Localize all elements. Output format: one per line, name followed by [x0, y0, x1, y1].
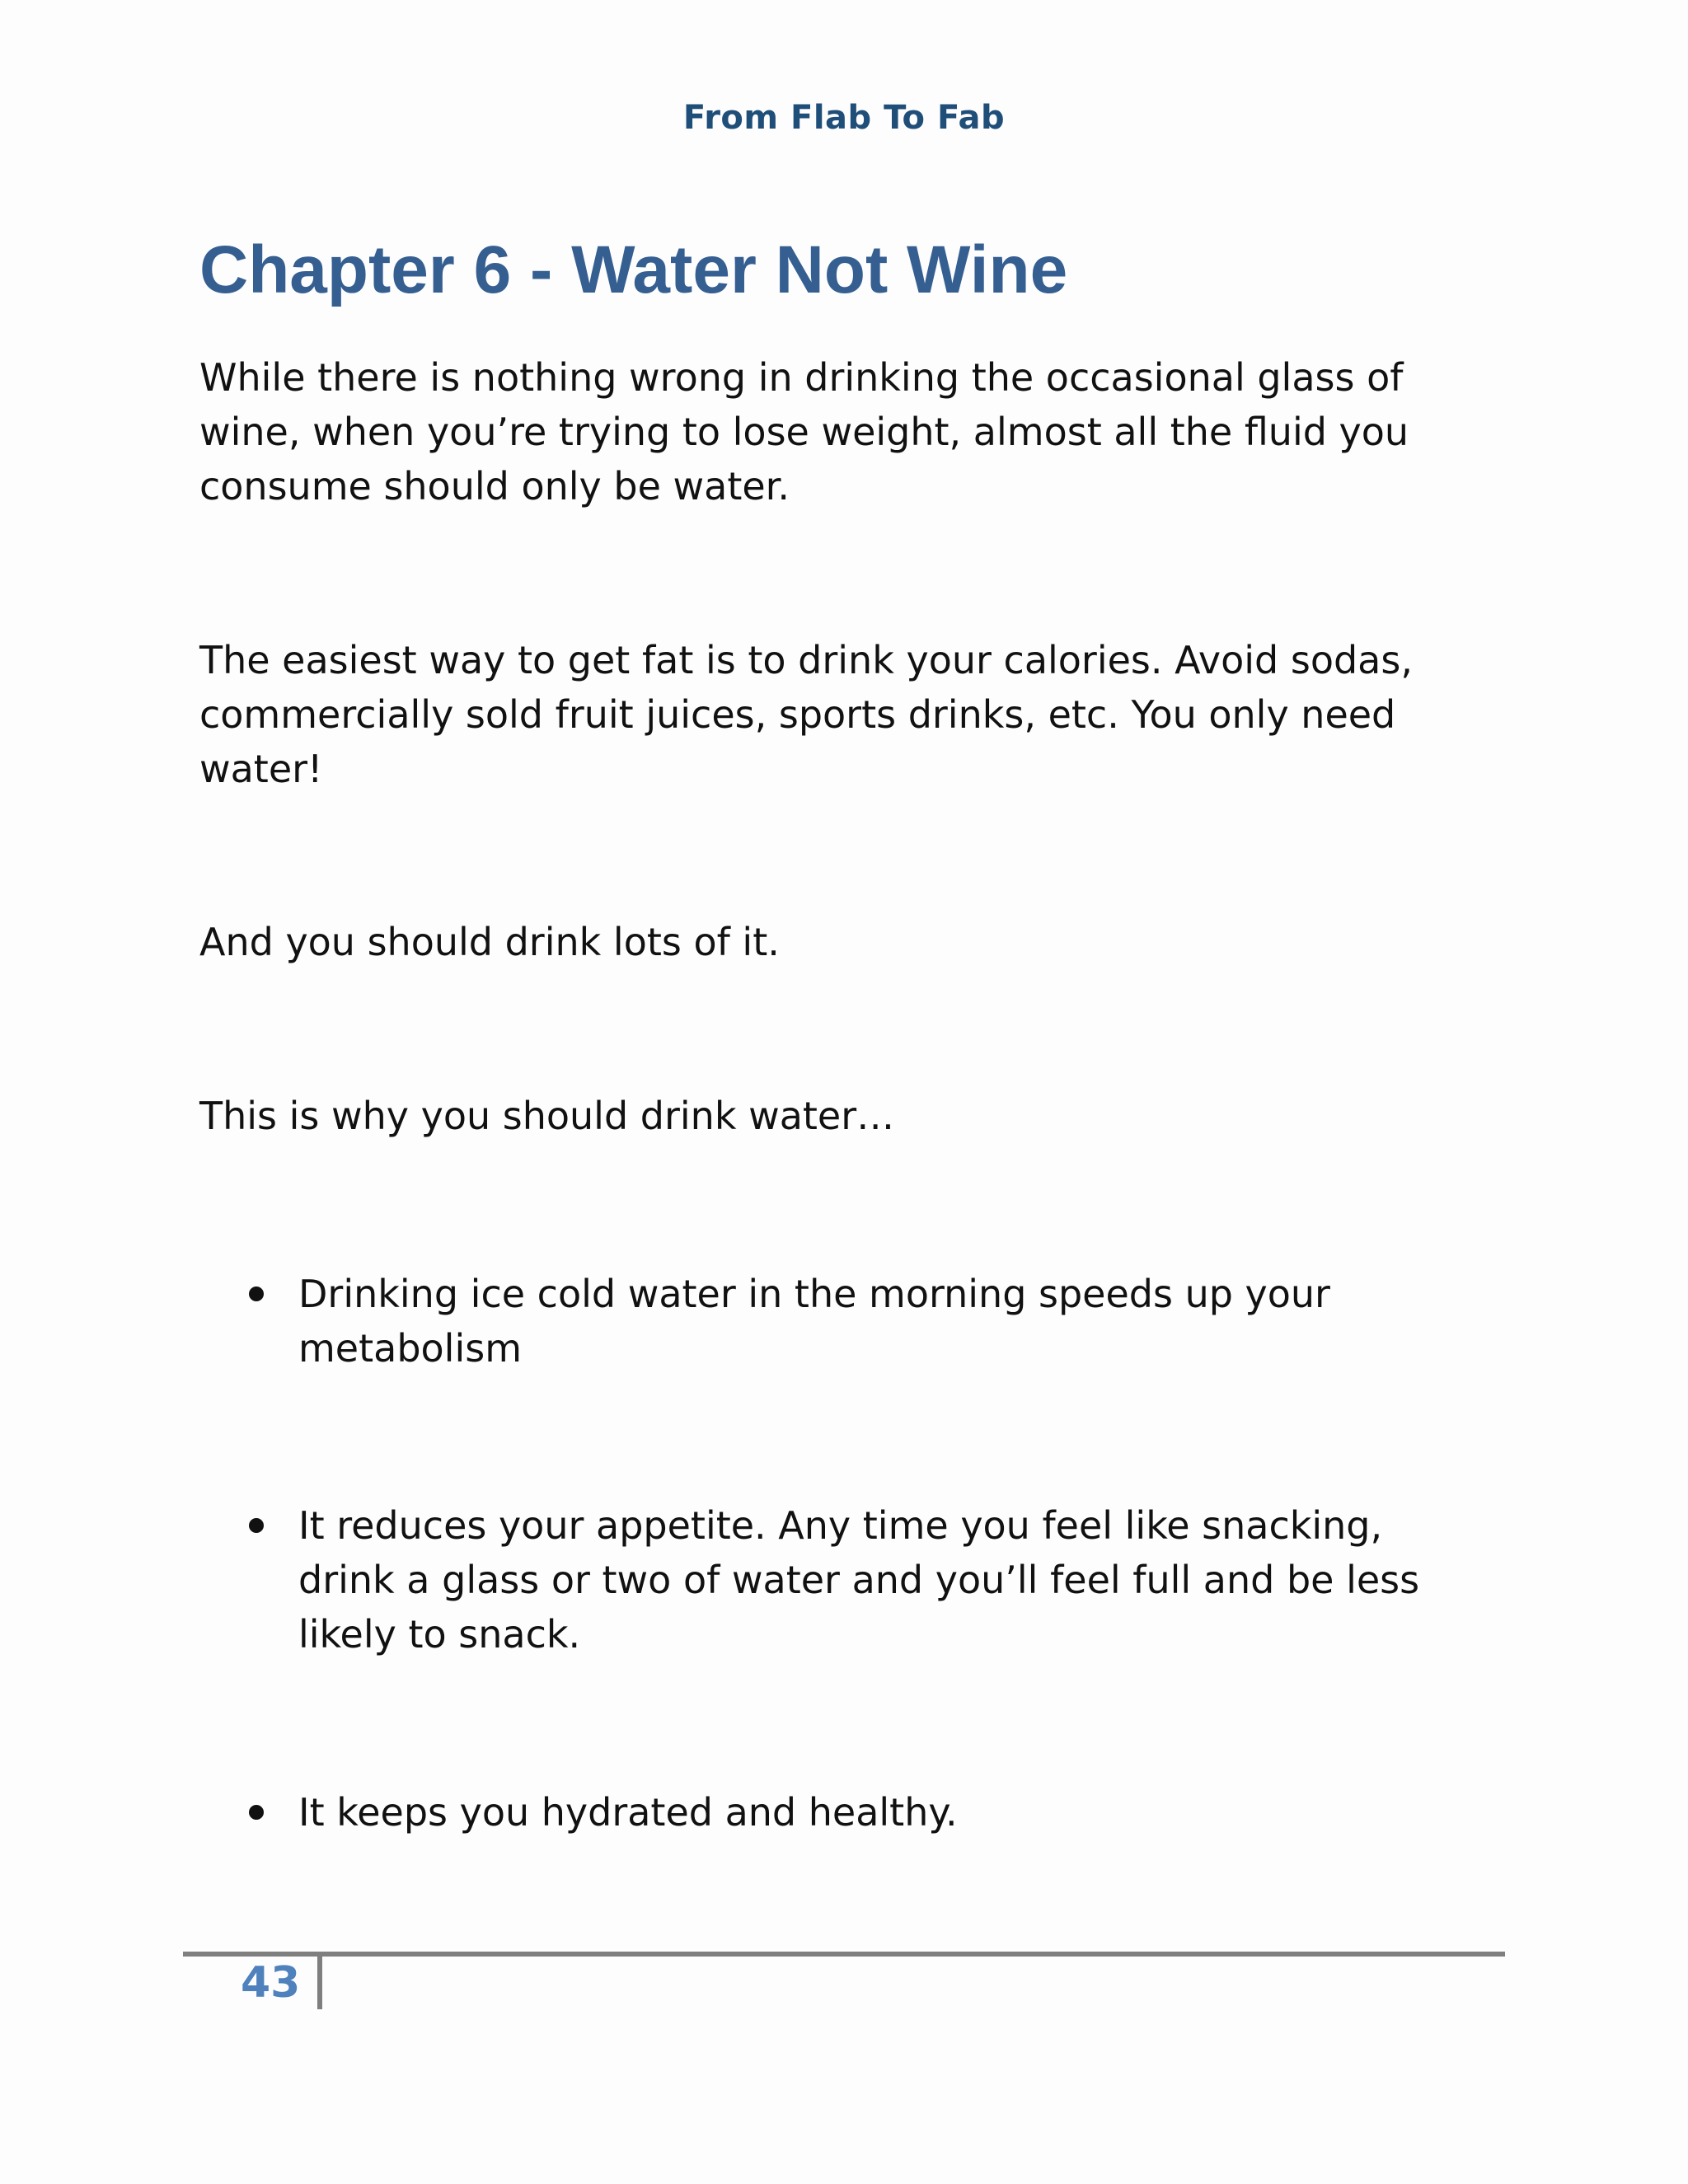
bullet-text: Drinking ice cold water in the morning speeds up your metabolism: [298, 1272, 1330, 1371]
bullet-icon: [249, 1518, 264, 1533]
footer-divider: [317, 1957, 322, 2009]
bullet-icon: [249, 1805, 264, 1820]
footer-rule: [183, 1952, 1505, 1957]
page-number: 43: [241, 1958, 301, 2008]
bullet-text: It keeps you hydrated and healthy.: [298, 1790, 958, 1835]
running-header: From Flab To Fab: [682, 99, 1006, 137]
body-paragraph: While there is nothing wrong in drinking the occasional glass of wine, when you’re trying to lose weight, almost all the fluid you consume should only be water.: [199, 355, 1409, 509]
body-paragraph: And you should drink lots of it.: [199, 920, 780, 964]
bullet-icon: [249, 1286, 264, 1301]
chapter-title: Chapter 6 - Water Not Wine: [199, 232, 1068, 307]
bullet-text: It reduces your appetite. Any time you feel like snacking, drink a glass or two of water and you’ll feel full and be less likely to snack.: [298, 1503, 1420, 1657]
body-paragraph: This is why you should drink water…: [199, 1094, 895, 1138]
body-paragraph: The easiest way to get fat is to drink your calories. Avoid sodas, commercially sold fruit juices, sports drinks, etc. You only need water!: [199, 638, 1413, 791]
